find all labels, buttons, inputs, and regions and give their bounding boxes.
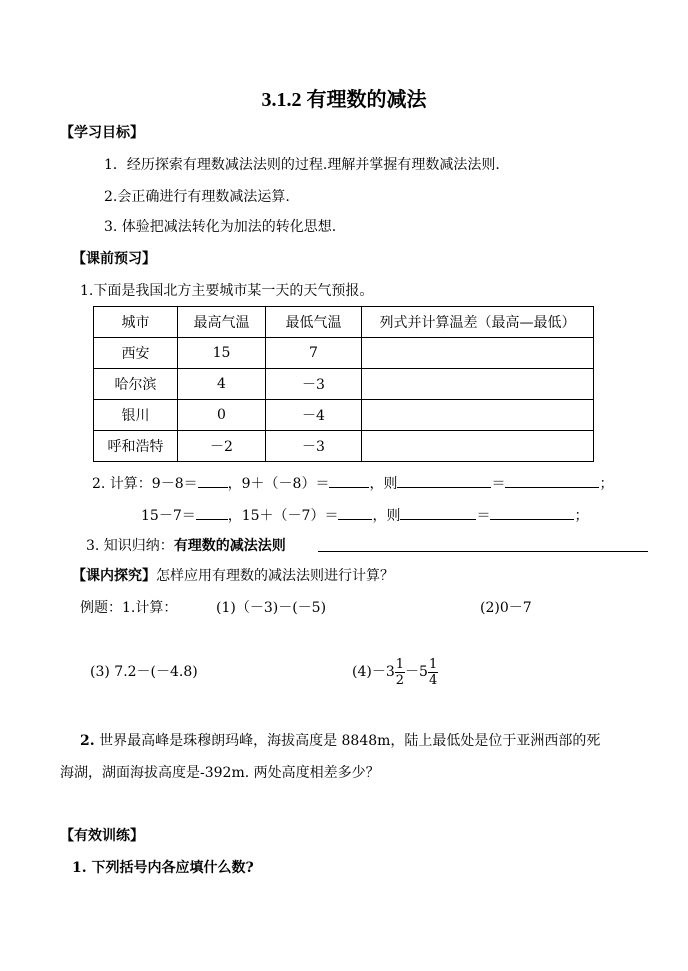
q2b-end: ； bbox=[574, 508, 589, 524]
table-cell-city: 西安 bbox=[94, 338, 178, 369]
answer-blank[interactable] bbox=[196, 505, 228, 520]
answer-line[interactable] bbox=[318, 551, 648, 552]
training-heading: 【有效训练】 bbox=[60, 828, 144, 844]
explore-line bbox=[72, 567, 394, 585]
table-cell-high: －2 bbox=[178, 431, 266, 462]
table-row bbox=[94, 338, 594, 369]
explore-question-2-line1 bbox=[80, 732, 600, 750]
explore-heading: 【课内探究】 bbox=[72, 568, 156, 584]
table-header-cell: 城市 bbox=[94, 307, 178, 338]
preview-question-2b bbox=[141, 505, 588, 525]
q2-end: ； bbox=[599, 476, 614, 492]
objective-item-3: 3. 体验把减法转化为加法的转化思想. bbox=[104, 219, 337, 235]
fraction-denominator: 2 bbox=[395, 672, 405, 688]
table-cell-city: 哈尔滨 bbox=[94, 369, 178, 400]
table-cell-low: 7 bbox=[266, 338, 362, 369]
example-label: 例题：1.计算： bbox=[80, 600, 178, 616]
training-question-1: 1. 下列括号内各应填什么数? bbox=[72, 860, 254, 876]
table-cell-high: 4 bbox=[178, 369, 266, 400]
problem-1: (1)（－3)－(－5) bbox=[216, 600, 327, 616]
explore-question-2-text: 世界最高峰是珠穆朗玛峰，海拔高度是 8848m，陆上最低处是位于亚洲西部的死 bbox=[94, 733, 601, 749]
preview-question-1: 1.下面是我国北方主要城市某一天的天气预报。 bbox=[80, 283, 374, 299]
fraction-one-quarter bbox=[428, 657, 438, 688]
q2-prefix: 2. 计算：9－8＝ bbox=[92, 476, 198, 492]
q2-equals: ＝ bbox=[491, 476, 506, 492]
table-cell-low: －4 bbox=[266, 400, 362, 431]
q2-mid2: ，则 bbox=[369, 476, 398, 492]
table-header-cell: 列式并计算温差（最高—最低） bbox=[362, 307, 594, 338]
table-row bbox=[94, 431, 594, 462]
preview-question-3 bbox=[86, 537, 286, 555]
table-header-cell: 最高气温 bbox=[178, 307, 266, 338]
q2-mid1: ，9＋（－8）＝ bbox=[227, 476, 330, 492]
preview-question-2 bbox=[92, 473, 613, 493]
problem-4 bbox=[352, 654, 438, 690]
problem-4-prefix: (4)－3 bbox=[352, 664, 395, 680]
table-row bbox=[94, 400, 594, 431]
table-cell-answer[interactable] bbox=[362, 400, 594, 431]
fraction-one-half bbox=[395, 657, 405, 688]
answer-blank[interactable] bbox=[198, 473, 228, 488]
table-cell-answer[interactable] bbox=[362, 431, 594, 462]
explore-question: 怎样应用有理数的减法法则进行计算？ bbox=[156, 568, 394, 584]
problem-4-middle: －5 bbox=[405, 664, 428, 680]
table-cell-low: －3 bbox=[266, 369, 362, 400]
q2b-mid2: ，则 bbox=[372, 508, 401, 524]
answer-blank[interactable] bbox=[490, 505, 574, 520]
table-row bbox=[94, 369, 594, 400]
objective-item-2: 2.会正确进行有理数减法运算. bbox=[104, 189, 290, 205]
q2b-mid1: ，15＋（－7）＝ bbox=[227, 508, 339, 524]
table-cell-answer[interactable] bbox=[362, 338, 594, 369]
explore-question-2-number: 2. bbox=[80, 733, 95, 749]
table-cell-low: －3 bbox=[266, 431, 362, 462]
table-cell-high: 15 bbox=[178, 338, 266, 369]
fraction-numerator: 1 bbox=[395, 656, 405, 672]
q2b-prefix: 15－7＝ bbox=[141, 508, 196, 524]
table-cell-high: 0 bbox=[178, 400, 266, 431]
objective-item-1: 1．经历探索有理数减法法则的过程.理解并掌握有理数减法法则. bbox=[104, 157, 500, 173]
problem-2: (2)0－7 bbox=[480, 600, 532, 616]
objectives-heading: 【学习目标】 bbox=[60, 125, 144, 141]
q3-prefix: 3. 知识归纳： bbox=[86, 538, 174, 554]
q3-bold-term: 有理数的减法法则 bbox=[173, 538, 286, 554]
answer-blank[interactable] bbox=[338, 505, 372, 520]
table-cell-city: 银川 bbox=[94, 400, 178, 431]
answer-blank[interactable] bbox=[397, 473, 491, 488]
answer-blank[interactable] bbox=[400, 505, 476, 520]
table-cell-answer[interactable] bbox=[362, 369, 594, 400]
page-title: 3.1.2 有理数的减法 bbox=[261, 89, 427, 111]
fraction-numerator: 1 bbox=[428, 656, 438, 672]
table-cell-city: 呼和浩特 bbox=[94, 431, 178, 462]
answer-blank[interactable] bbox=[329, 473, 369, 488]
preview-heading: 【课前预习】 bbox=[72, 251, 156, 267]
weather-table bbox=[93, 306, 594, 462]
table-header-row bbox=[94, 307, 594, 338]
explore-question-2-line2: 海湖，湖面海拔高度是-392m. 两处高度相差多少？ bbox=[60, 765, 380, 781]
table-header-cell: 最低气温 bbox=[266, 307, 362, 338]
q2b-equals: ＝ bbox=[476, 508, 491, 524]
problem-3: (3) 7.2－(－4.8) bbox=[90, 664, 198, 680]
answer-blank[interactable] bbox=[505, 473, 599, 488]
fraction-denominator: 4 bbox=[428, 672, 438, 688]
